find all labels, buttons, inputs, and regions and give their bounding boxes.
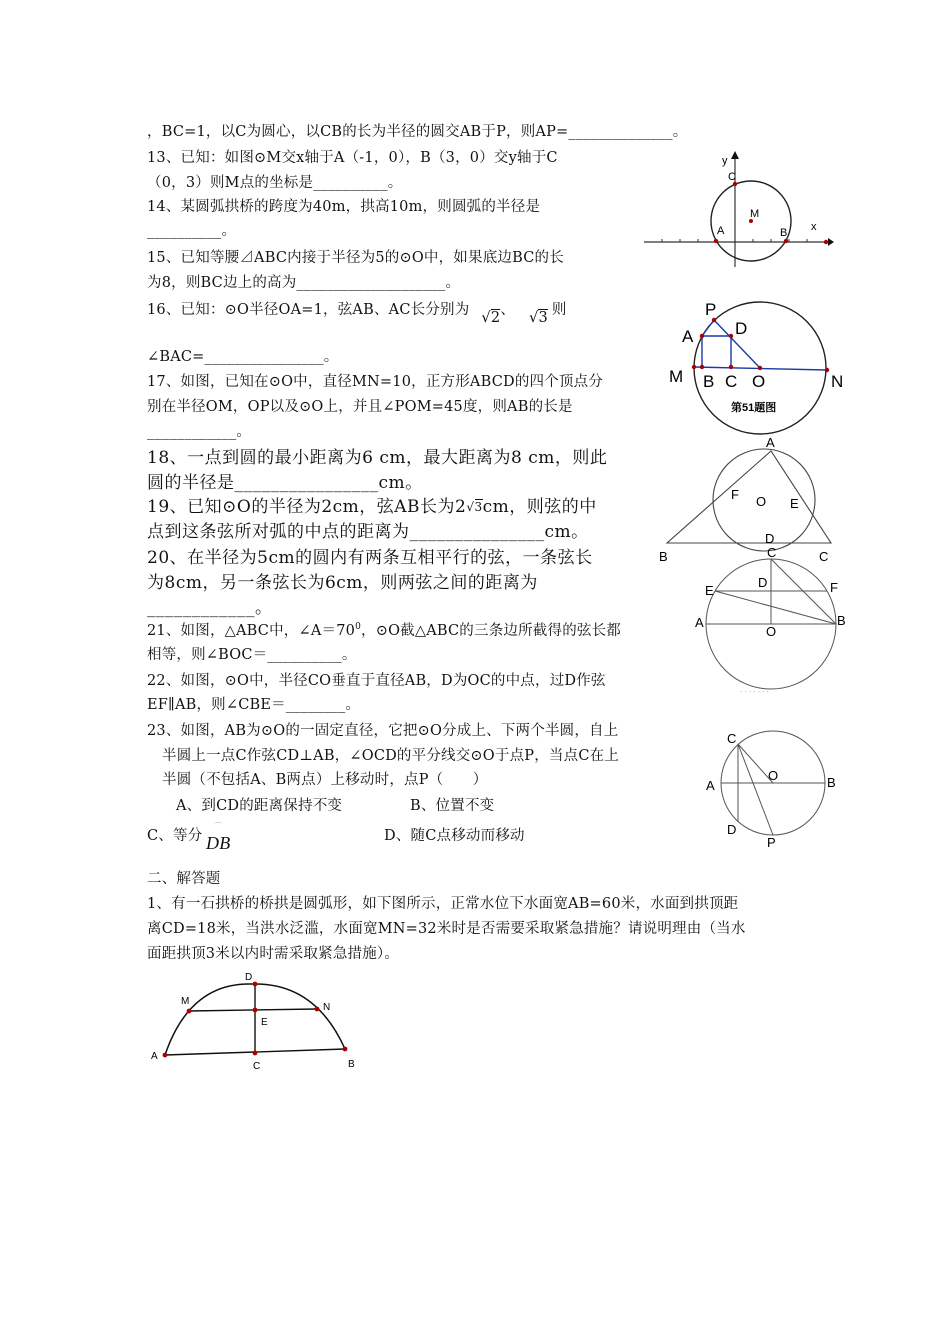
label-e: E xyxy=(705,583,714,598)
figure-arch-bridge xyxy=(145,968,375,1073)
q23-option-b: B、位置不变 xyxy=(410,798,495,814)
q23-option-d: D、随C点移动而移动 xyxy=(384,828,525,844)
sqrt-symbol: √ xyxy=(481,310,491,326)
line-q12-tail: ，BC=1，以C为圆心，以CB的长为半径的圆交AB于P，则AP=______________。 xyxy=(147,124,688,140)
figure-q17 xyxy=(665,295,850,435)
degree-sup: 0 xyxy=(355,622,362,633)
label-o: O xyxy=(756,494,767,509)
label-b: B xyxy=(827,775,836,790)
q21-text-a: 21、如图，△ABC中，∠A＝70 xyxy=(147,623,356,639)
label-n: N xyxy=(831,372,844,391)
s1-line3: 面距拱顶3米以内时需采取紧急措施）。 xyxy=(147,946,400,962)
label-a: A xyxy=(695,615,704,630)
q14-line1: 14、某圆弧拱桥的跨度为40m，拱高10m，则圆弧的半径是 xyxy=(147,199,541,215)
q23-line2: 半圆上一点C作弦CD⊥AB，∠OCD的平分线交⊙O于点P，当点C在上 xyxy=(162,748,620,764)
label-c: C xyxy=(725,372,738,391)
q15-line1: 15、已知等腰⊿ABC内接于半径为5的⊙O中，如果底边BC的长 xyxy=(147,250,564,266)
q14-line2: __________。 xyxy=(147,223,237,239)
section-2-heading: 二、解答题 xyxy=(147,871,221,887)
label-e: E xyxy=(261,1017,268,1028)
label-a: A xyxy=(682,327,694,346)
label-o: O xyxy=(752,372,766,391)
label-f: F xyxy=(830,580,838,595)
sqrt-symbol-3: √ xyxy=(466,500,475,514)
q17-line3: ____________。 xyxy=(147,424,252,440)
label-n: N xyxy=(323,1002,331,1013)
q19-line1 xyxy=(147,492,597,517)
label-m: M xyxy=(750,208,760,220)
q13-line1: 13、已知：如图⊙M交x轴于A（-1，0），B（3，0）交y轴于C xyxy=(147,150,558,166)
q18-line1: 18、一点到圆的最小距离为6 cm，最大距离为8 cm，则此 xyxy=(147,448,608,468)
label-b: B xyxy=(703,372,715,391)
q16-line2: ∠BAC=________________。 xyxy=(147,349,339,365)
q17-line2: 别在半径OM，OP以及⊙O上，并且∠POM=45度，则AB的长是 xyxy=(147,399,573,415)
q20-line1: 20、在半径为5cm的圆内有两条互相平行的弦，一条弦长 xyxy=(147,548,593,568)
label-m: M xyxy=(669,367,684,386)
label-e: E xyxy=(790,496,799,511)
label-d: D xyxy=(245,972,253,983)
q18-line2: 圆的半径是________________cm。 xyxy=(147,473,423,493)
q19-line2: 点到这条弦所对弧的中点的距离为_______________cm。 xyxy=(147,522,589,542)
sqrt3-value: 3 xyxy=(538,310,548,326)
label-y: y xyxy=(722,155,728,167)
q22-line1: 22、如图，⊙O中，半径CO垂直于直径AB，D为OC的中点，过D作弦 xyxy=(147,673,606,689)
label-a: A xyxy=(766,435,775,450)
label-c: C xyxy=(767,545,777,560)
q23-option-c: C、等分 xyxy=(147,828,203,844)
q16-sep: 、 xyxy=(500,302,516,318)
q16-line1 xyxy=(147,298,567,326)
sqrt2-value: 2 xyxy=(490,310,501,326)
q19-text-a: 19、已知⊙O的半径为2cm，弦AB长为2 xyxy=(147,497,467,517)
q23-option-a: A、到CD的距离保持不变 xyxy=(176,798,343,814)
label-a: A xyxy=(706,778,715,793)
q16-text: 16、已知：⊙O半径OA=1，弦AB、AC长分别为 xyxy=(147,302,470,318)
label-f: F xyxy=(731,487,739,502)
label-b: B xyxy=(780,227,788,239)
sqrt-symbol-2: √ xyxy=(529,310,539,326)
sqrt3-value-2: 3 xyxy=(474,500,483,514)
label-a: A xyxy=(717,225,725,237)
label-c: C xyxy=(819,549,829,564)
label-p: P xyxy=(705,300,717,319)
label-x: x xyxy=(811,221,817,233)
q13-line2: （0，3）则M点的坐标是__________。 xyxy=(147,175,403,191)
q21-text-b: ，⊙O截△ABC的三条边所截得的弦长都 xyxy=(361,623,621,639)
figure-q13 xyxy=(640,145,840,275)
arc-mark-icon: ⌒ xyxy=(214,822,222,831)
label-a: A xyxy=(151,1051,158,1062)
figure-q22 xyxy=(690,540,850,695)
q21-line1 xyxy=(147,619,621,640)
q23-line3: 半圆（不包括A、B两点）上移动时，点P（ ） xyxy=(162,772,488,788)
q22-line2: EF∥AB，则∠CBE＝________。 xyxy=(147,697,361,713)
label-m: M xyxy=(181,996,190,1007)
q20-line3: ____________。 xyxy=(147,598,273,618)
q23-line1: 23、如图，AB为⊙O的一固定直径，它把⊙O分成上、下两个半圆，自上 xyxy=(147,723,619,739)
s1-line2: 离CD=18米，当洪水泛滥，水面宽MN=32米时是否需要采取紧急措施？请说明理由（当水 xyxy=(147,921,746,937)
figure-caption: 第51题图 xyxy=(731,402,777,414)
figure-q23 xyxy=(700,728,845,853)
label-d: D xyxy=(765,531,775,546)
svg-text:. . . . . . .: . . . . . . . xyxy=(740,685,769,694)
q16-tail: 则 xyxy=(551,302,567,318)
label-b: B xyxy=(348,1059,355,1070)
q20-line2: 为8cm，另一条弦长为6cm，则两弦之间的距离为 xyxy=(147,573,538,593)
q21-line2: 相等，则∠BOC＝__________。 xyxy=(147,647,357,663)
label-d: D xyxy=(758,575,768,590)
q17-line1: 17、如图，已知在⊙O中，直径MN=10，正方形ABCD的四个顶点分 xyxy=(147,374,604,390)
s1-line1: 1、有一石拱桥的桥拱是圆弧形，如下图所示，正常水位下水面宽AB=60米，水面到拱顶距 xyxy=(147,896,739,912)
label-b: B xyxy=(659,549,668,564)
label-o: O xyxy=(768,768,779,783)
label-d: D xyxy=(735,319,748,338)
label-d: D xyxy=(727,822,737,837)
label-c: C xyxy=(728,171,736,183)
label-o: O xyxy=(766,624,777,639)
label-c: C xyxy=(727,731,737,746)
q15-line2: 为8，则BC边上的高为____________________。 xyxy=(147,275,461,291)
q19-text-b: cm，则弦的中 xyxy=(482,497,597,517)
label-p: P xyxy=(767,835,776,850)
label-b: B xyxy=(837,613,846,628)
label-c: C xyxy=(253,1061,261,1072)
q23-arc-db: DB xyxy=(206,833,231,853)
